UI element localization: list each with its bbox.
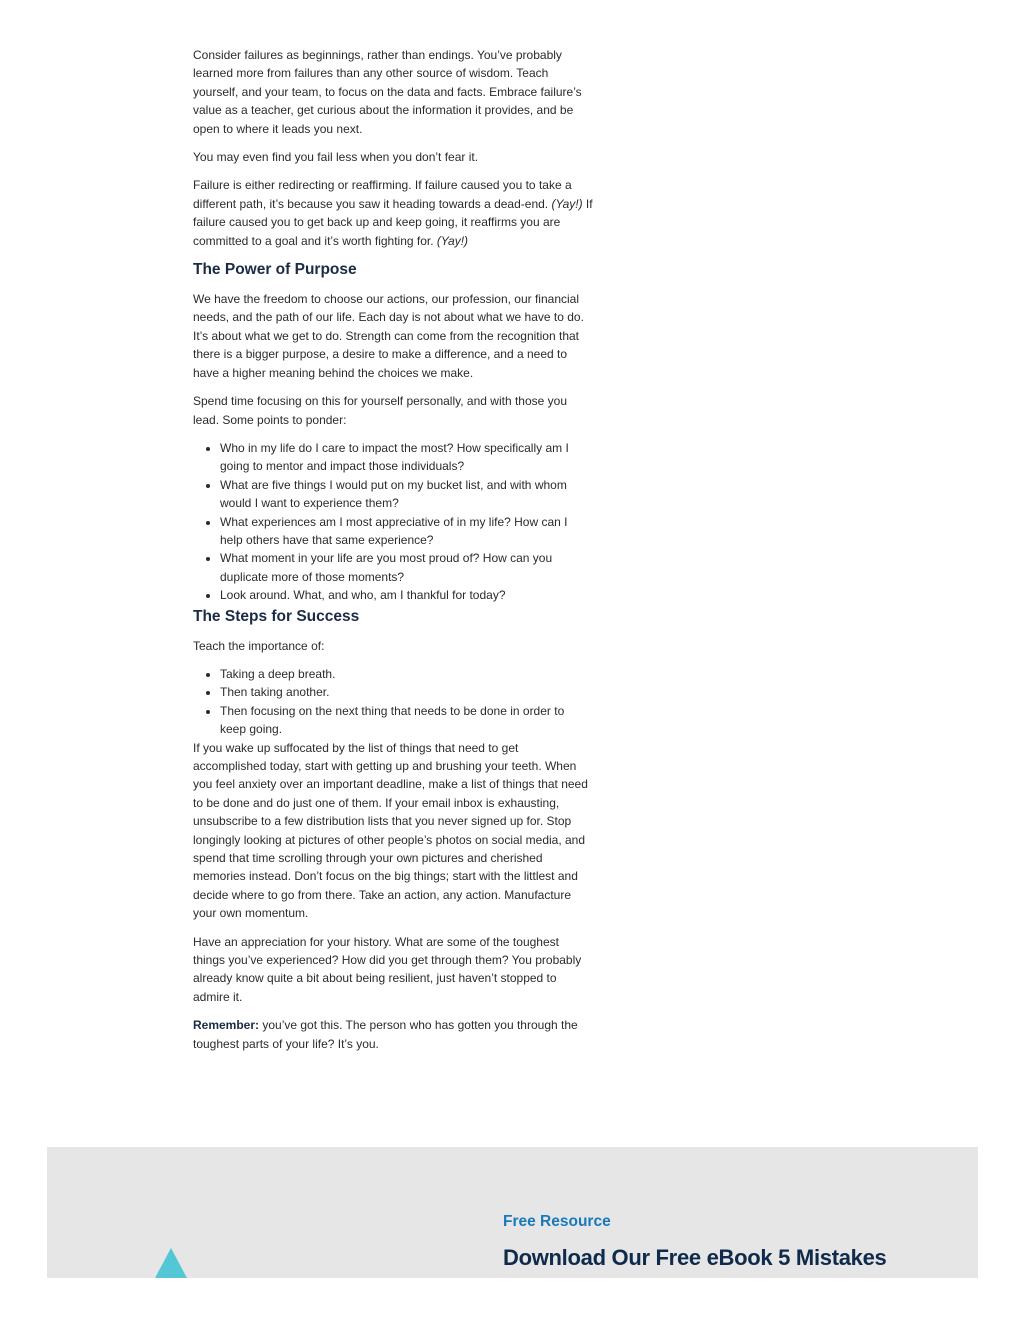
heading-steps-for-success: The Steps for Success xyxy=(193,607,360,625)
list-item: • Look around. What, and who, am I thankful for today? xyxy=(220,586,593,604)
ponder-points-list xyxy=(193,439,593,605)
paragraph-redirecting xyxy=(193,176,593,250)
ebook-download-link[interactable]: Download Our Free eBook 5 Mistakes xyxy=(503,1245,887,1270)
yay-emphasis-2: (Yay!) xyxy=(436,233,469,248)
paragraph-teach-importance: Teach the importance of: xyxy=(193,638,325,653)
paragraph-wake-up: If you wake up suffocated by the list of things that need to get accomplished today, start with getting up and brushing your teeth. When you feel anxiety over an important deadline, make a list of things that need to be done and do just one of them. If your email inbox is exhausting, unsubscribe to a few distribution lists that you never signed up for. Stop longingly looking at pictures of other people’s photos on social media, and spend that time scrolling through your own pictures and cherished memories instead. Don’t focus on the big things; start with the littlest and decide where to go from there. Take an action, any action. Manufacture your own momentum. xyxy=(193,740,588,921)
paragraph-freedom: We have the freedom to choose our actions, our profession, our financial needs, and the path of our life. Each day is not about what we have to do. It’s about what we get to do. Strength can come from the recognition that there is a bigger purpose, a desire to make a difference, and a need to have a higher meaning behind the choices we make. xyxy=(193,292,584,380)
remember-label: Remember: xyxy=(193,1018,260,1033)
remember-text: you’ve got this. The person who has gotten you through the toughest parts of your life? It’s you. xyxy=(193,1018,578,1051)
paragraph-failures-beginnings: Consider failures as beginnings, rather than endings. You’ve probably learned more from failures than any other source of wisdom. Teach yourself, and your team, to focus on the data and facts. Embrace failure’s value as a teacher, get curious about the information it provides, and be open to where it leads you next. xyxy=(193,48,582,136)
free-resource-label: Free Resource xyxy=(503,1213,611,1230)
paragraph-history: Have an appreciation for your history. What are some of the toughest things you’ve experienced? How did you get through them? You probably already know quite a bit about being resilient, just haven’t stopped to admire it. xyxy=(193,934,582,1004)
list-item: • Taking a deep breath. xyxy=(220,665,593,683)
steps-list xyxy=(193,665,593,739)
paragraph-remember xyxy=(193,1016,593,1053)
redirecting-text-b: If failure caused you to get back up and keep going, it reaffirms you are committed to a goal and it’s worth fighting for. xyxy=(193,196,593,248)
list-item: • Who in my life do I care to impact the most? How specifically am I going to mentor and impact those individuals? xyxy=(220,439,593,476)
list-item: • Then focusing on the next thing that needs to be done in order to keep going. xyxy=(220,702,593,739)
yay-emphasis-1: (Yay!) xyxy=(551,196,583,211)
list-item: • What are five things I would put on my bucket list, and with whom would I want to experience them? xyxy=(220,476,593,513)
free-resource-banner[interactable] xyxy=(47,1147,978,1278)
article-body xyxy=(193,46,593,1063)
heading-power-of-purpose: The Power of Purpose xyxy=(193,261,357,279)
list-item: • What moment in your life are you most proud of? How can you duplicate more of those moments? xyxy=(220,549,593,586)
list-item: • What experiences am I most appreciative of in my life? How can I help others have that same experience? xyxy=(220,513,593,550)
triangle-shape-icon xyxy=(155,1248,187,1278)
list-item: • Then taking another. xyxy=(220,683,593,701)
redirecting-text-a: Failure is either redirecting or reaffirming. If failure caused you to take a different path, it’s because you saw it heading towards a dead-end. xyxy=(193,178,572,211)
paragraph-fail-less: You may even find you fail less when you don’t fear it. xyxy=(193,150,479,165)
paragraph-spend-time: Spend time focusing on this for yourself personally, and with those you lead. Some points to ponder: xyxy=(193,394,567,427)
